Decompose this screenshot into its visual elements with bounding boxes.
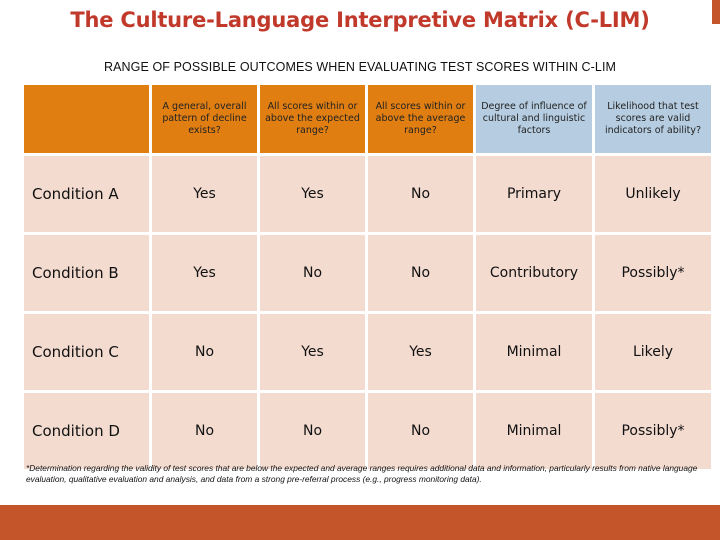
row-label: Condition B bbox=[24, 235, 149, 311]
cell-expected: No bbox=[260, 393, 365, 469]
cell-expected: Yes bbox=[260, 314, 365, 390]
cell-likelihood: Possibly* bbox=[595, 393, 711, 469]
cell-decline: Yes bbox=[152, 235, 257, 311]
table-row-condition-c bbox=[24, 314, 711, 390]
row-label: Condition D bbox=[24, 393, 149, 469]
cell-likelihood: Likely bbox=[595, 314, 711, 390]
header-row bbox=[24, 85, 711, 153]
cell-average: No bbox=[368, 156, 473, 232]
cell-influence: Minimal bbox=[476, 393, 592, 469]
cell-decline: No bbox=[152, 314, 257, 390]
cell-expected: Yes bbox=[260, 156, 365, 232]
header-likelihood-valid: Likelihood that test scores are valid indicators of ability? bbox=[595, 85, 711, 153]
header-corner-cell bbox=[24, 85, 149, 153]
page-title: The Culture-Language Interpretive Matrix (C-LIM) bbox=[70, 8, 650, 32]
cell-decline: No bbox=[152, 393, 257, 469]
cell-expected: No bbox=[260, 235, 365, 311]
row-label: Condition C bbox=[24, 314, 149, 390]
bottom-accent-bar bbox=[0, 505, 720, 540]
cell-decline: Yes bbox=[152, 156, 257, 232]
cell-influence: Contributory bbox=[476, 235, 592, 311]
cell-average: No bbox=[368, 235, 473, 311]
row-label: Condition A bbox=[24, 156, 149, 232]
header-average-range: All scores within or above the average range? bbox=[368, 85, 473, 153]
footnote: *Determination regarding the validity of test scores that are below the expected and average ranges requires additional data and information, particularly results from native language evaluation, qualitative evaluation and analysis, and data from a strong pre-referral process (e.g., progress monitoring data). bbox=[26, 463, 698, 485]
cell-influence: Primary bbox=[476, 156, 592, 232]
header-expected-range: All scores within or above the expected range? bbox=[260, 85, 365, 153]
table-row-condition-b bbox=[24, 235, 711, 311]
cell-average: No bbox=[368, 393, 473, 469]
cell-likelihood: Unlikely bbox=[595, 156, 711, 232]
cell-average: Yes bbox=[368, 314, 473, 390]
table-row-condition-a bbox=[24, 156, 711, 232]
cell-influence: Minimal bbox=[476, 314, 592, 390]
cell-likelihood: Possibly* bbox=[595, 235, 711, 311]
clim-matrix-table bbox=[21, 82, 714, 472]
header-degree-of-influence: Degree of influence of cultural and linguistic factors bbox=[476, 85, 592, 153]
table-row-condition-d bbox=[24, 393, 711, 469]
header-decline-pattern: A general, overall pattern of decline exists? bbox=[152, 85, 257, 153]
page-subtitle: RANGE OF POSSIBLE OUTCOMES WHEN EVALUATING TEST SCORES WITHIN C-LIM bbox=[103, 60, 617, 74]
